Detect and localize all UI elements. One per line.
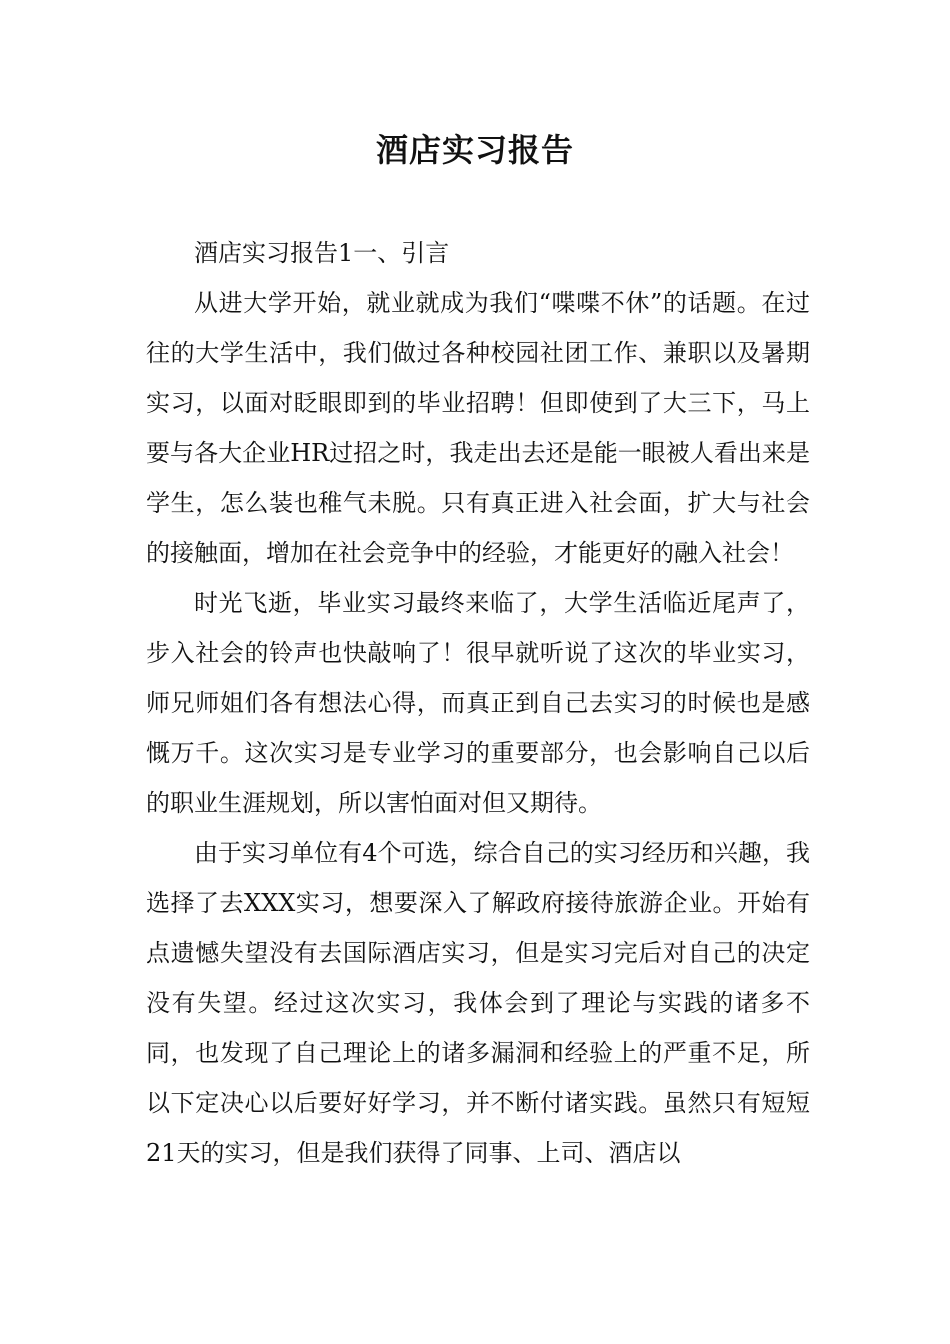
paragraph-intro-heading: 酒店实习报告1一、引言 xyxy=(194,239,450,267)
document-title: 酒店实习报告 xyxy=(375,131,574,169)
paragraph: 从进大学开始，就业就成为我们“喋喋不休”的话题。在过往的大学生活中，我们做过各种校园社团工作、兼职以及暑期实习，以面对眨眼即到的毕业招聘！但即使到了大三下，马上要与各大企业HR过招之时，我走出去还是能一眼被人看出来是学生，怎么装也稚气未脱。只有真正进入社会面，扩大与社会的接触面，增加在社会竞争中的经验，才能更好的融入社会！ xyxy=(146,289,810,567)
document-body xyxy=(146,228,810,1178)
paragraph: 由于实习单位有4个可选，综合自己的实习经历和兴趣，我选择了去XXX实习，想要深入了解政府接待旅游企业。开始有点遗憾失望没有去国际酒店实习，但是实习完后对自己的决定没有失望。经过这次实习，我体会到了理论与实践的诸多不同，也发现了自己理论上的诸多漏洞和经验上的严重不足，所以下定决心以后要好好学习，并不断付诸实践。虽然只有短短21天的实习，但是我们获得了同事、上司、酒店以 xyxy=(146,839,810,1167)
paragraph: 时光飞逝，毕业实习最终来临了，大学生活临近尾声了，步入社会的铃声也快敲响了！很早就听说了这次的毕业实习，师兄师姐们各有想法心得，而真正到自己去实习的时候也是感慨万千。这次实习是专业学习的重要部分，也会影响自己以后的职业生涯规划，所以害怕面对但又期待。 xyxy=(146,589,810,817)
